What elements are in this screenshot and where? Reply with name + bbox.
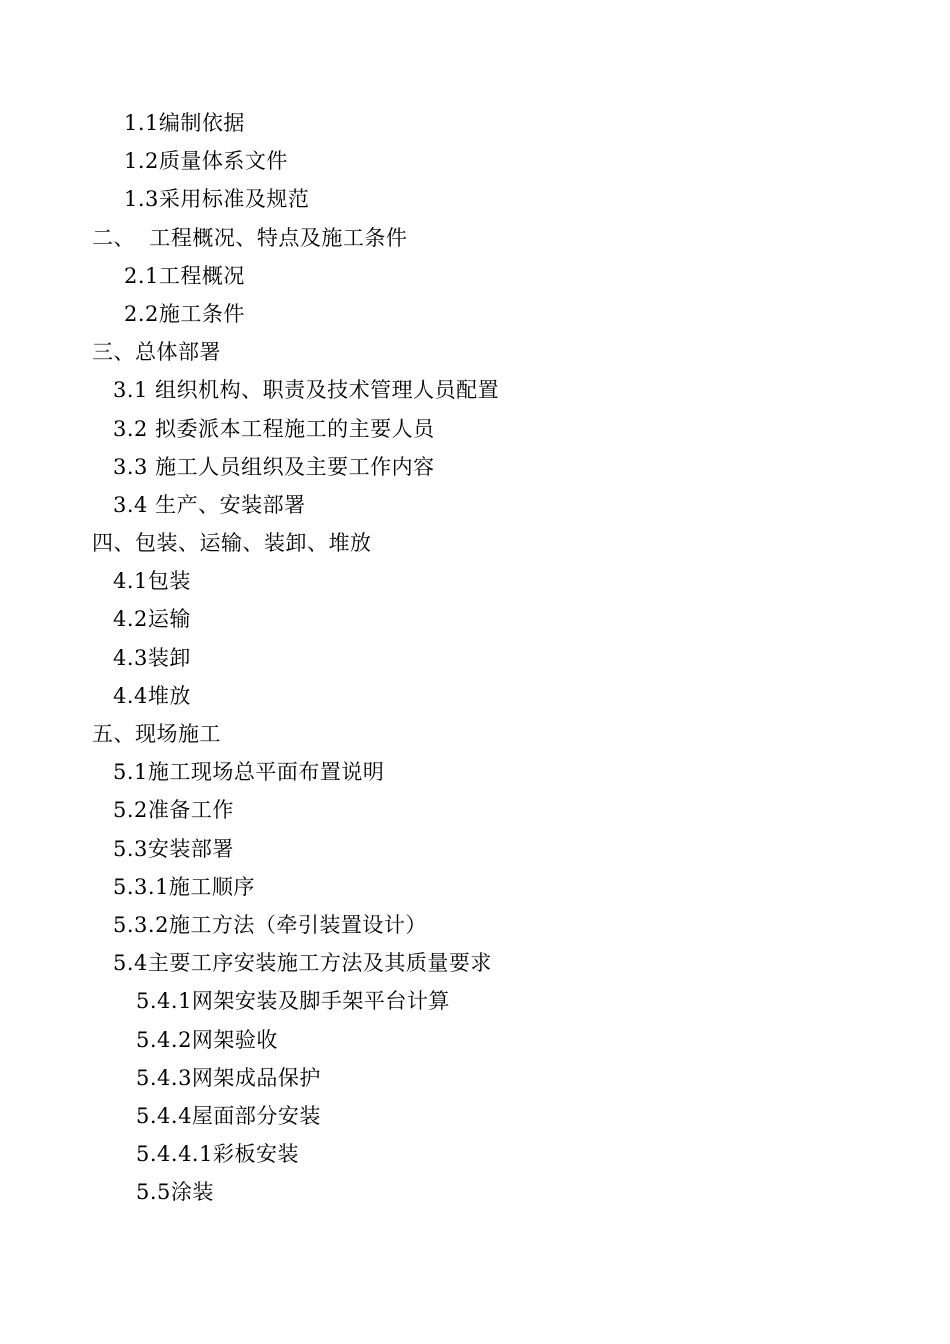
toc-entry-4-3[interactable]: 4.3装卸 (113, 645, 191, 670)
table-of-contents (0, 104, 950, 1211)
toc-entry-5-1[interactable]: 5.1施工现场总平面布置说明 (113, 760, 385, 785)
toc-entry-5-3-2[interactable]: 5.3.2施工方法（牵引装置设计） (113, 912, 427, 937)
toc-entry-5-3-1[interactable]: 5.3.1施工顺序 (113, 874, 255, 899)
toc-chapter-3[interactable]: 三、总体部署 (92, 340, 221, 365)
toc-entry-4-1[interactable]: 4.1包装 (113, 569, 191, 594)
toc-entry-3-4[interactable]: 3.4 生产、安装部署 (113, 492, 306, 517)
toc-chapter-4[interactable]: 四、包装、运输、装卸、堆放 (92, 531, 372, 556)
toc-entry-5-4[interactable]: 5.4主要工序安装施工方法及其质量要求 (113, 951, 492, 976)
toc-entry-1-3[interactable]: 1.3采用标准及规范 (124, 187, 310, 212)
toc-entry-5-4-4[interactable]: 5.4.4屋面部分安装 (136, 1103, 321, 1128)
toc-entry-2-2[interactable]: 2.2施工条件 (124, 301, 245, 326)
toc-entry-5-4-2[interactable]: 5.4.2网架验收 (136, 1027, 278, 1052)
toc-entry-1-2[interactable]: 1.2质量体系文件 (124, 149, 288, 174)
toc-entry-3-3[interactable]: 3.3 施工人员组织及主要工作内容 (113, 454, 435, 479)
toc-entry-3-2[interactable]: 3.2 拟委派本工程施工的主要人员 (113, 416, 435, 441)
toc-entry-5-4-3[interactable]: 5.4.3网架成品保护 (136, 1065, 321, 1090)
toc-entry-4-4[interactable]: 4.4堆放 (113, 683, 191, 708)
toc-entry-5-2[interactable]: 5.2准备工作 (113, 798, 234, 823)
toc-chapter-5[interactable]: 五、现场施工 (92, 722, 221, 746)
toc-entry-4-2[interactable]: 4.2运输 (113, 607, 191, 632)
toc-entry-2-1[interactable]: 2.1工程概况 (124, 263, 245, 288)
toc-chapter-2[interactable]: 二、 工程概况、特点及施工条件 (92, 225, 408, 250)
toc-entry-5-4-4-1[interactable]: 5.4.4.1彩板安装 (136, 1142, 299, 1167)
toc-entry-5-4-1[interactable]: 5.4.1网架安装及脚手架平台计算 (136, 989, 450, 1014)
toc-entry-5-5[interactable]: 5.5涂装 (136, 1180, 214, 1205)
toc-entry-3-1[interactable]: 3.1 组织机构、职责及技术管理人员配置 (113, 378, 500, 403)
toc-entry-5-3[interactable]: 5.3安装部署 (113, 836, 234, 861)
toc-entry-1-1[interactable]: 1.1编制依据 (124, 111, 245, 135)
